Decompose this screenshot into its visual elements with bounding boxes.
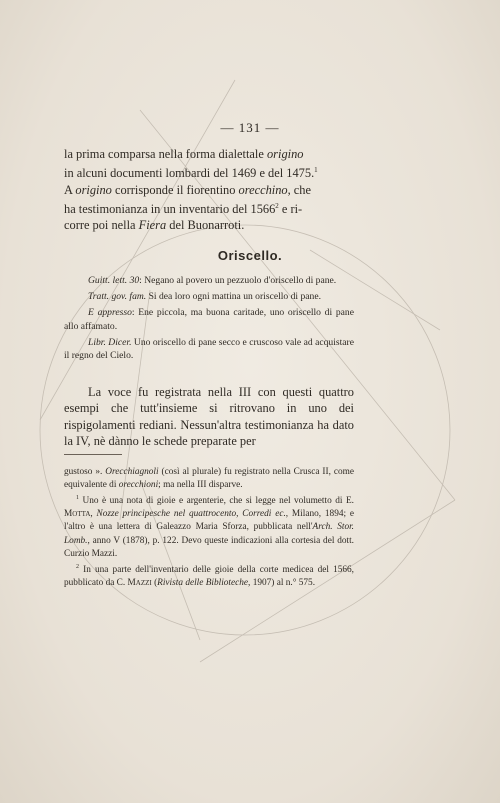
note-text: , [90, 509, 97, 520]
intro-line-2: in alcuni documenti lombardi del 1469 e del 1475. [64, 166, 315, 181]
footnote-1 [64, 492, 354, 561]
citation-text: : Negano al povero un pezzuolo d'oriscello di pane. [139, 275, 337, 286]
intro-line-4: ha testimonianza in un inventario del 1566 [64, 201, 276, 216]
term-origino: origino [266, 147, 304, 161]
footnote-ref-1: 1 [314, 166, 318, 175]
citation-source: Libr. Dicer. [88, 336, 132, 348]
term-fiera: Fiera [138, 218, 167, 233]
intro-line-4b: e ri- [278, 201, 303, 216]
body-paragraph [64, 384, 354, 450]
intro-line-5a: corre poi nella [64, 218, 139, 233]
note-text: (così al plurale) fu registrato nella Crusca II, come equivalente di [64, 467, 354, 491]
author-name: Motta [64, 509, 91, 520]
note-text: ; ma nella III disparve. [158, 480, 243, 491]
term-orecchino: orecchino [238, 182, 288, 197]
citation-text: : Ene piccola, ma buona caritade, uno oriscello di pane allo affamato. [64, 307, 354, 332]
note-text: , 1907) al n.° 575. [248, 577, 316, 588]
citation-source: E appresso [88, 307, 132, 319]
term-orecchiagnoli: Orecchiagnoli [105, 467, 159, 477]
journal-title: Rivista delle Biblioteche [157, 577, 249, 588]
footnote-continuation [64, 466, 354, 492]
footnote-ref-2: 2 [275, 201, 279, 210]
citation-item [64, 336, 354, 362]
book-title: Nozze principesche nel quattrocento, Corredi ec. [96, 509, 286, 520]
citation-text: Si dea loro ogni mattina un oriscello di pane. [146, 291, 321, 303]
citation-text: Uno oriscello di pane secco e cruscoso vale ad acquistare il regno del Cielo. [64, 336, 354, 362]
note-text: , anno V (1878), p. 122. Devo queste indicazioni alla cortesia del dott. Curzio Mazzi. [64, 535, 354, 559]
intro-line-5b: del Buonarroti. [166, 218, 245, 233]
page-number: — 131 — [220, 120, 280, 135]
author-name: Mazzi [127, 577, 152, 588]
citation-item [64, 306, 354, 332]
intro-line-1: la prima comparsa nella forma dialettale [64, 147, 267, 161]
citation-item [64, 274, 354, 287]
intro-line-3c: , che [287, 182, 311, 197]
intro-text [64, 146, 354, 233]
citation-source: Guitt. lett. 30 [88, 275, 140, 286]
footnotes [64, 466, 354, 590]
note-text: , Milano, 1894; e l'altro è una lettera di Galeazzo Maria Sforza, pubblicata nell' [64, 509, 355, 533]
paragraph-text: La voce fu registrata nella III con questi quattro esempi che tutt'insieme si ritrovano in uno dei rispigolamenti rediani. Nessun'altra testimonianza ha dato la IV, nè dànno le schede preparate per [64, 385, 354, 449]
footnote-mark: 1 [76, 495, 79, 502]
citation-list [64, 274, 354, 365]
intro-line-3b: corrisponde il fiorentino [111, 182, 239, 197]
citation-item [64, 290, 354, 303]
journal-title: Arch. Stor. Lomb. [64, 522, 355, 546]
note-text: ( [151, 577, 158, 588]
note-text: Uno è una nota di gioie e argenterie, che si legge nel volumetto di E. [79, 496, 354, 507]
term-origino-2: origino [75, 182, 112, 197]
footnote-mark: 2 [76, 563, 79, 570]
entry-heading: Oriscello. [217, 248, 283, 263]
intro-line-3a: A [64, 182, 76, 197]
note-text: In una parte dell'inventario delle gioie della corte medicea del 1566, pubblicato da C. [64, 564, 354, 588]
footnote-2 [64, 561, 354, 590]
term-orecchioni: orecchioni [118, 480, 159, 491]
footnote-separator [64, 454, 122, 455]
note-text: gustoso ». [64, 467, 106, 477]
citation-source: Tratt. gov. fam. [88, 291, 147, 303]
